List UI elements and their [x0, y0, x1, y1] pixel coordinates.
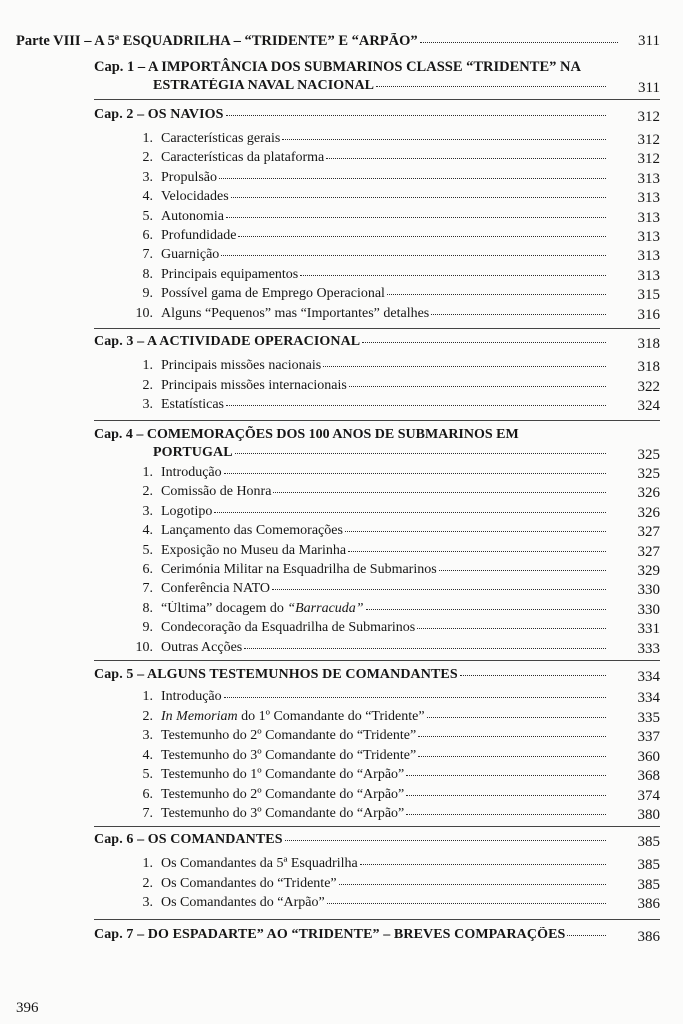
toc-entry	[131, 728, 608, 744]
toc-entry	[131, 581, 608, 597]
toc-entry	[131, 504, 608, 520]
entry-title: Alguns “Pequenos” mas “Importantes” detalhes	[161, 305, 430, 321]
leader-dots	[226, 216, 606, 218]
leader-dots	[282, 138, 606, 140]
leader-dots	[323, 365, 606, 367]
entry-title: Testemunho do 2º Comandante do “Tridente”	[161, 728, 417, 743]
toc-entry	[131, 150, 608, 166]
leader-dots	[418, 755, 606, 757]
leader-dots	[339, 883, 606, 885]
entry-page-number: 327	[637, 524, 660, 541]
entry-page-number: 313	[637, 248, 660, 265]
entry-page-number: 324	[637, 398, 660, 414]
entry-number: 3.	[142, 397, 153, 412]
cap7-heading	[94, 927, 608, 943]
entry-title: Comissão de Honra	[161, 484, 272, 500]
entry-number: 5.	[142, 542, 153, 558]
section-rule	[94, 328, 660, 329]
leader-dots	[226, 404, 606, 406]
leader-dots	[326, 157, 606, 159]
entry-number: 3.	[142, 169, 153, 185]
toc-entry	[131, 620, 608, 636]
toc-entry	[131, 767, 608, 783]
toc-entry	[131, 601, 608, 617]
leader-dots	[285, 839, 606, 841]
cap3-title: Cap. 3 – A ACTIVIDADE OPERACIONAL	[94, 334, 361, 349]
entry-page-number: 386	[637, 896, 660, 912]
toc-entry	[131, 748, 608, 764]
leader-dots	[362, 341, 606, 343]
part-title: Parte VIII – A 5ª ESQUADRILHA – “TRIDENTE” E “ARPÃO”	[16, 33, 418, 49]
leader-dots	[238, 235, 606, 237]
cap1-heading	[153, 78, 608, 94]
cap1-page-number: 311	[638, 80, 660, 96]
entry-title: Cerimónia Militar na Esquadrilha de Submarinos	[161, 562, 437, 577]
toc-entry	[131, 562, 608, 578]
entry-page-number: 313	[637, 267, 660, 284]
entry-number: 6.	[142, 786, 153, 802]
section-rule	[94, 99, 660, 100]
entry-title: Testemunho do 2º Comandante do “Arpão”	[161, 786, 405, 802]
entry-page-number: 337	[637, 729, 660, 745]
entry-number: 8.	[142, 600, 153, 616]
toc-entry	[131, 247, 608, 263]
leader-dots	[214, 511, 606, 513]
entry-number: 10.	[135, 305, 153, 321]
entry-page-number: 329	[637, 563, 660, 579]
leader-dots	[345, 530, 606, 532]
entry-title: Estatísticas	[161, 397, 224, 412]
cap5-page-number: 334	[637, 669, 660, 685]
entry-page-number: 312	[637, 132, 660, 148]
cap6-page-number: 385	[637, 834, 660, 850]
cap6-heading	[94, 832, 608, 848]
toc-entry	[131, 895, 608, 911]
entry-title: Características gerais	[161, 131, 281, 146]
leader-dots	[431, 313, 606, 315]
entry-title: Principais equipamentos	[161, 266, 299, 282]
leader-dots	[427, 716, 606, 718]
entry-number: 10.	[135, 639, 153, 655]
toc-entry	[131, 806, 608, 822]
toc-entry	[131, 709, 608, 725]
entry-title: Principais missões nacionais	[161, 358, 322, 373]
toc-entry	[131, 465, 608, 481]
entry-page-number: 315	[637, 287, 660, 304]
leader-dots	[366, 608, 606, 610]
entry-page-number: 326	[637, 504, 660, 521]
leader-dots	[231, 196, 606, 198]
entry-title: Principais missões internacionais	[161, 377, 347, 393]
entry-number: 1.	[142, 689, 153, 704]
entry-title: Guarnição	[161, 247, 220, 263]
entry-page-number: 374	[637, 787, 660, 804]
toc-entry	[131, 131, 608, 147]
toc-entry	[131, 397, 608, 413]
toc-entry	[131, 689, 608, 705]
entry-title: Autonomia	[161, 208, 224, 224]
leader-dots	[327, 902, 606, 904]
section-rule	[94, 826, 660, 827]
toc-entry	[131, 484, 608, 500]
entry-number: 2.	[142, 875, 153, 891]
cap4-heading	[153, 445, 608, 461]
entry-number: 3.	[142, 503, 153, 519]
leader-dots	[406, 774, 606, 776]
entry-title: Lançamento das Comemorações	[161, 523, 343, 539]
toc-entry	[131, 228, 608, 244]
entry-page-number: 368	[637, 768, 660, 784]
cap6-title: Cap. 6 – OS COMANDANTES	[94, 832, 283, 847]
cap5-heading	[94, 667, 608, 683]
entry-number: 2.	[142, 150, 153, 166]
entry-title: Velocidades	[161, 189, 229, 205]
leader-dots	[272, 588, 606, 590]
cap1-title-line1: Cap. 1 – A IMPORTÂNCIA DOS SUBMARINOS CLASSE “TRIDENTE” NA	[94, 59, 581, 75]
leader-dots	[406, 813, 606, 815]
entry-page-number: 313	[637, 209, 660, 226]
leader-dots	[348, 550, 606, 552]
cap2-page-number: 312	[637, 109, 660, 125]
entry-title: Conferência NATO	[161, 581, 270, 597]
cap3-page-number: 318	[637, 336, 660, 352]
toc-entry	[131, 378, 608, 394]
entry-page-number: 313	[637, 190, 660, 207]
entry-number: 7.	[142, 581, 153, 597]
entry-title: Propulsão	[161, 169, 217, 185]
entry-title: In Memoriam do 1º Comandante do “Tridente”	[161, 708, 425, 724]
entry-title: Os Comandantes da 5ª Esquadrilha	[161, 856, 358, 871]
entry-page-number: 334	[637, 690, 660, 706]
entry-page-number: 330	[637, 582, 660, 599]
entry-page-number: 360	[637, 748, 660, 765]
entry-page-number: 313	[637, 229, 660, 245]
leader-dots	[417, 627, 606, 629]
toc-entry	[131, 787, 608, 803]
entry-page-number: 325	[637, 466, 660, 482]
leader-dots	[221, 254, 606, 256]
entry-number: 6.	[142, 562, 153, 577]
leader-dots	[439, 569, 606, 571]
entry-page-number: 313	[637, 170, 660, 187]
entry-number: 9.	[142, 620, 153, 636]
cap2-title: Cap. 2 – OS NAVIOS	[94, 107, 224, 122]
entry-number: 5.	[142, 208, 153, 224]
toc-entry	[131, 543, 608, 559]
entry-title: Os Comandantes do “Tridente”	[161, 875, 337, 891]
entry-number: 3.	[142, 728, 153, 743]
entry-page-number: 330	[637, 601, 660, 618]
entry-title: Possível gama de Emprego Operacional	[161, 286, 385, 302]
leader-dots	[567, 934, 606, 936]
entry-number: 4.	[142, 523, 153, 539]
entry-page-number: 326	[637, 485, 660, 502]
entry-page-number: 318	[637, 359, 660, 375]
entry-title: Outras Acções	[161, 639, 243, 655]
entry-title: Testemunho do 1º Comandante do “Arpão”	[161, 767, 405, 782]
entry-title: Características da plataforma	[161, 150, 325, 166]
cap4-title-line1: Cap. 4 – COMEMORAÇÕES DOS 100 ANOS DE SUBMARINOS EM	[94, 427, 519, 442]
section-rule	[94, 919, 660, 920]
leader-dots	[300, 274, 606, 276]
leader-dots	[360, 863, 606, 865]
entry-number: 2.	[142, 484, 153, 500]
toc-entry	[131, 209, 608, 225]
cap4-title-line2: PORTUGAL	[153, 445, 233, 460]
cap4-page-number: 325	[637, 447, 660, 463]
toc-entry	[131, 267, 608, 283]
cap7-title: Cap. 7 – DO ESPADARTE” AO “TRIDENTE” – BREVES COMPARAÇÕES	[94, 927, 566, 942]
entry-page-number: 380	[637, 807, 660, 823]
toc-entry	[131, 170, 608, 186]
toc-entry	[131, 306, 608, 322]
entry-number: 1.	[142, 856, 153, 871]
toc-entry	[131, 640, 608, 656]
entry-number: 2.	[142, 708, 153, 724]
entry-number: 8.	[142, 266, 153, 282]
folio-page-number: 396	[16, 1000, 39, 1016]
entry-page-number: 333	[637, 640, 660, 657]
entry-title: Testemunho do 3º Comandante do “Arpão”	[161, 806, 405, 821]
leader-dots	[460, 674, 606, 676]
entry-title: Logotipo	[161, 503, 213, 519]
cap3-heading	[94, 334, 608, 350]
entry-number: 4.	[142, 747, 153, 763]
entry-title: Profundidade	[161, 228, 237, 243]
leader-dots	[376, 85, 606, 87]
part-heading	[16, 33, 620, 50]
entry-title: Testemunho do 3º Comandante do “Tridente”	[161, 747, 417, 763]
entry-page-number: 331	[637, 621, 660, 638]
cap7-page-number: 386	[637, 929, 660, 945]
section-rule	[94, 420, 660, 421]
entry-number: 7.	[142, 806, 153, 821]
entry-page-number: 322	[637, 378, 660, 395]
leader-dots	[418, 735, 606, 737]
entry-page-number: 312	[637, 151, 660, 168]
entry-number: 7.	[142, 247, 153, 263]
leader-dots	[224, 472, 606, 474]
entry-page-number: 335	[637, 709, 660, 726]
section-rule	[94, 660, 660, 661]
entry-page-number: 316	[637, 306, 660, 323]
entry-title: Os Comandantes do “Arpão”	[161, 895, 325, 910]
entry-title: Introdução	[161, 689, 222, 704]
toc-entry	[131, 876, 608, 892]
entry-number: 4.	[142, 189, 153, 205]
leader-dots	[224, 696, 606, 698]
leader-dots	[420, 41, 618, 43]
leader-dots	[244, 647, 606, 649]
cap1-title-line2: ESTRATÉGIA NAVAL NACIONAL	[153, 78, 375, 93]
entry-number: 6.	[142, 228, 153, 243]
toc-entry	[131, 523, 608, 539]
entry-number: 5.	[142, 767, 153, 782]
toc-entry	[131, 358, 608, 374]
toc-entry	[131, 856, 608, 872]
entry-number: 1.	[142, 131, 153, 146]
toc-entry	[131, 189, 608, 205]
entry-page-number: 327	[637, 543, 660, 560]
leader-dots	[219, 177, 606, 179]
leader-dots	[387, 293, 606, 295]
entry-page-number: 385	[637, 876, 660, 893]
leader-dots	[349, 385, 606, 387]
entry-title: Condecoração da Esquadrilha de Submarinos	[161, 620, 416, 636]
toc-entry	[131, 286, 608, 302]
leader-dots	[406, 794, 606, 796]
entry-number: 3.	[142, 895, 153, 910]
cap5-title: Cap. 5 – ALGUNS TESTEMUNHOS DE COMANDANTES	[94, 667, 458, 682]
entry-number: 1.	[142, 358, 153, 373]
entry-number: 2.	[142, 377, 153, 393]
part-page-number: 311	[638, 33, 660, 49]
leader-dots	[273, 491, 606, 493]
cap2-heading	[94, 107, 608, 123]
leader-dots	[235, 452, 606, 454]
leader-dots	[226, 114, 606, 116]
entry-number: 1.	[142, 465, 153, 480]
entry-title: “Última” docagem do “Barracuda”	[161, 600, 364, 616]
entry-title: Exposição no Museu da Marinha	[161, 542, 347, 558]
entry-title: Introdução	[161, 465, 222, 480]
entry-number: 9.	[142, 286, 153, 302]
entry-page-number: 385	[637, 857, 660, 873]
